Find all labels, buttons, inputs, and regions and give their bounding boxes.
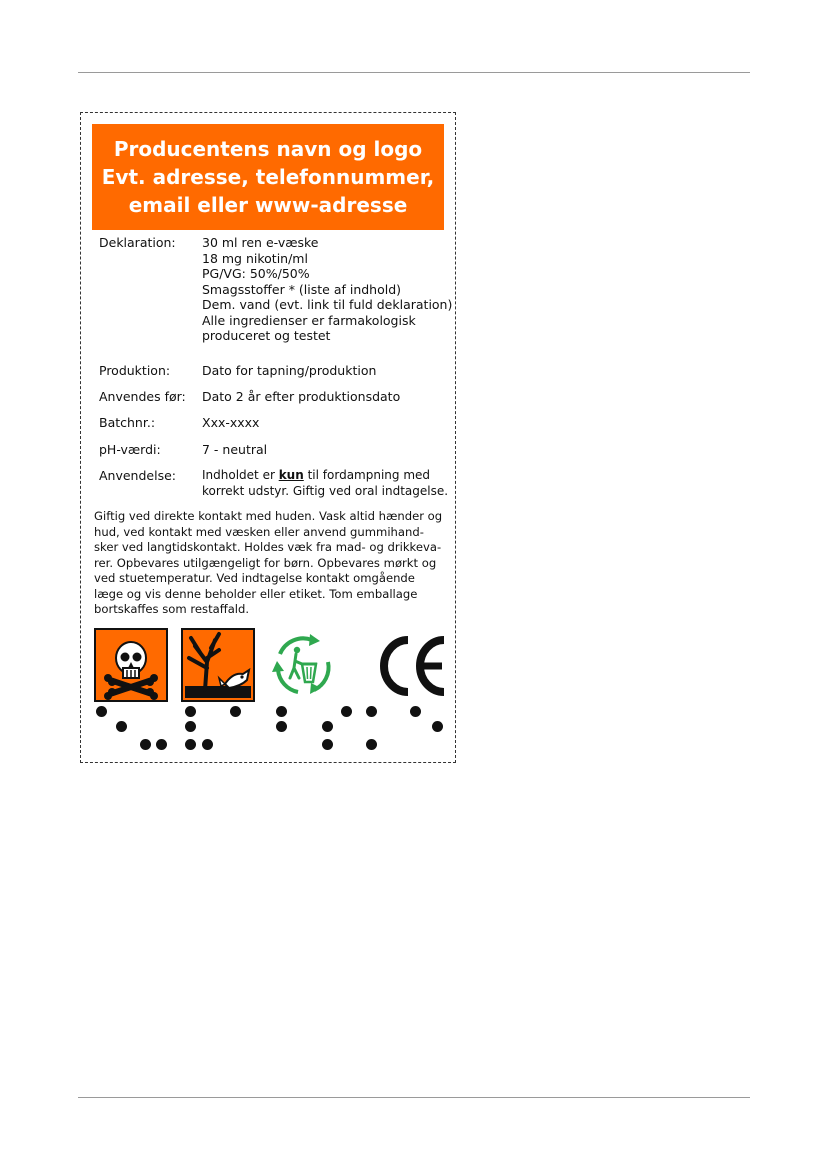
recycle-bin-icon bbox=[266, 628, 340, 702]
declaration-line: Smagsstoffer * (liste af indhold) bbox=[202, 281, 402, 297]
usage-line-1 bbox=[202, 468, 452, 484]
ce-mark-icon bbox=[376, 628, 448, 702]
environment-hazard-icon bbox=[181, 628, 255, 702]
declaration-line: 18 mg nikotin/ml bbox=[202, 250, 308, 266]
row-value: Dato for tapning/produktion bbox=[202, 363, 377, 378]
braille-dot bbox=[185, 721, 196, 732]
braille-dot bbox=[96, 706, 107, 717]
row-key: Anvendes før: bbox=[99, 389, 186, 404]
header-line-1: Producentens navn og logo bbox=[113, 137, 423, 161]
declaration-key: Deklaration: bbox=[99, 235, 176, 250]
usage-line-2: korrekt udstyr. Giftig ved oral indtagelse. bbox=[202, 483, 449, 498]
warning-line: rer. Opbevares utilgængeligt for børn. Opbevares mørkt og bbox=[94, 555, 437, 570]
row-value: 7 - neutral bbox=[202, 442, 268, 457]
braille-dot bbox=[341, 706, 352, 717]
footer-rule bbox=[78, 1097, 750, 1098]
braille-dot bbox=[230, 706, 241, 717]
declaration-line: Dem. vand (evt. link til fuld deklaration) bbox=[202, 297, 453, 312]
usage-text: til fordampning med bbox=[303, 468, 431, 482]
header-rule bbox=[78, 72, 750, 73]
braille-dot bbox=[276, 721, 287, 732]
braille-dot bbox=[366, 739, 377, 750]
braille-dot bbox=[432, 721, 443, 732]
braille-dot bbox=[140, 739, 151, 750]
declaration-line: Alle ingredienser er farmakologisk bbox=[202, 312, 416, 328]
skull-crossbones-hazard-icon bbox=[94, 628, 168, 702]
braille-dot bbox=[185, 706, 196, 717]
warning-line: ved stuetemperatur. Ved indtagelse kontakt omgående bbox=[94, 571, 415, 585]
braille-dot bbox=[116, 721, 127, 732]
declaration-line: PG/VG: 50%/50% bbox=[202, 266, 310, 281]
braille-dot bbox=[156, 739, 167, 750]
pictogram-row bbox=[94, 628, 446, 703]
braille-dot bbox=[185, 739, 196, 750]
usage-text: Indholdet er bbox=[202, 468, 279, 482]
braille-dot bbox=[410, 706, 421, 717]
declaration-line: 30 ml ren e-væske bbox=[202, 235, 319, 250]
braille-dot bbox=[322, 721, 333, 732]
braille-dot bbox=[276, 706, 287, 717]
usage-values bbox=[202, 468, 452, 499]
row-key: Batchnr.: bbox=[99, 415, 156, 430]
header-line-2: Evt. adresse, telefonnummer, bbox=[101, 165, 435, 189]
warning-line: bortskaffes som restaffald. bbox=[94, 602, 250, 616]
row-key: pH-værdi: bbox=[99, 442, 161, 457]
safety-warning bbox=[94, 509, 446, 618]
warning-line: Giftig ved direkte kontakt med huden. Vask altid hænder og bbox=[94, 509, 443, 523]
braille-text bbox=[91, 701, 451, 757]
row-key: Produktion: bbox=[99, 363, 171, 378]
warning-line: læge og vis denne beholder eller etiket. Tom emballage bbox=[94, 586, 418, 601]
usage-emphasis: kun bbox=[278, 468, 304, 482]
producer-header bbox=[92, 124, 444, 230]
braille-dot bbox=[202, 739, 213, 750]
row-value: Xxx-xxxx bbox=[202, 415, 260, 430]
header-line-3: email eller www-adresse bbox=[128, 193, 408, 217]
row-value: Dato 2 år efter produktionsdato bbox=[202, 389, 401, 404]
braille-dot bbox=[366, 706, 377, 717]
product-label bbox=[80, 112, 456, 763]
warning-line: sker ved langtidskontakt. Holdes væk fra mad- og drikkeva- bbox=[94, 540, 442, 554]
warning-line: hud, ved kontakt med væsken eller anvend gummihand- bbox=[94, 524, 424, 539]
declaration-values bbox=[202, 235, 452, 344]
declaration-line: produceret og testet bbox=[202, 328, 331, 343]
usage-key: Anvendelse: bbox=[99, 468, 176, 483]
braille-dot bbox=[322, 739, 333, 750]
